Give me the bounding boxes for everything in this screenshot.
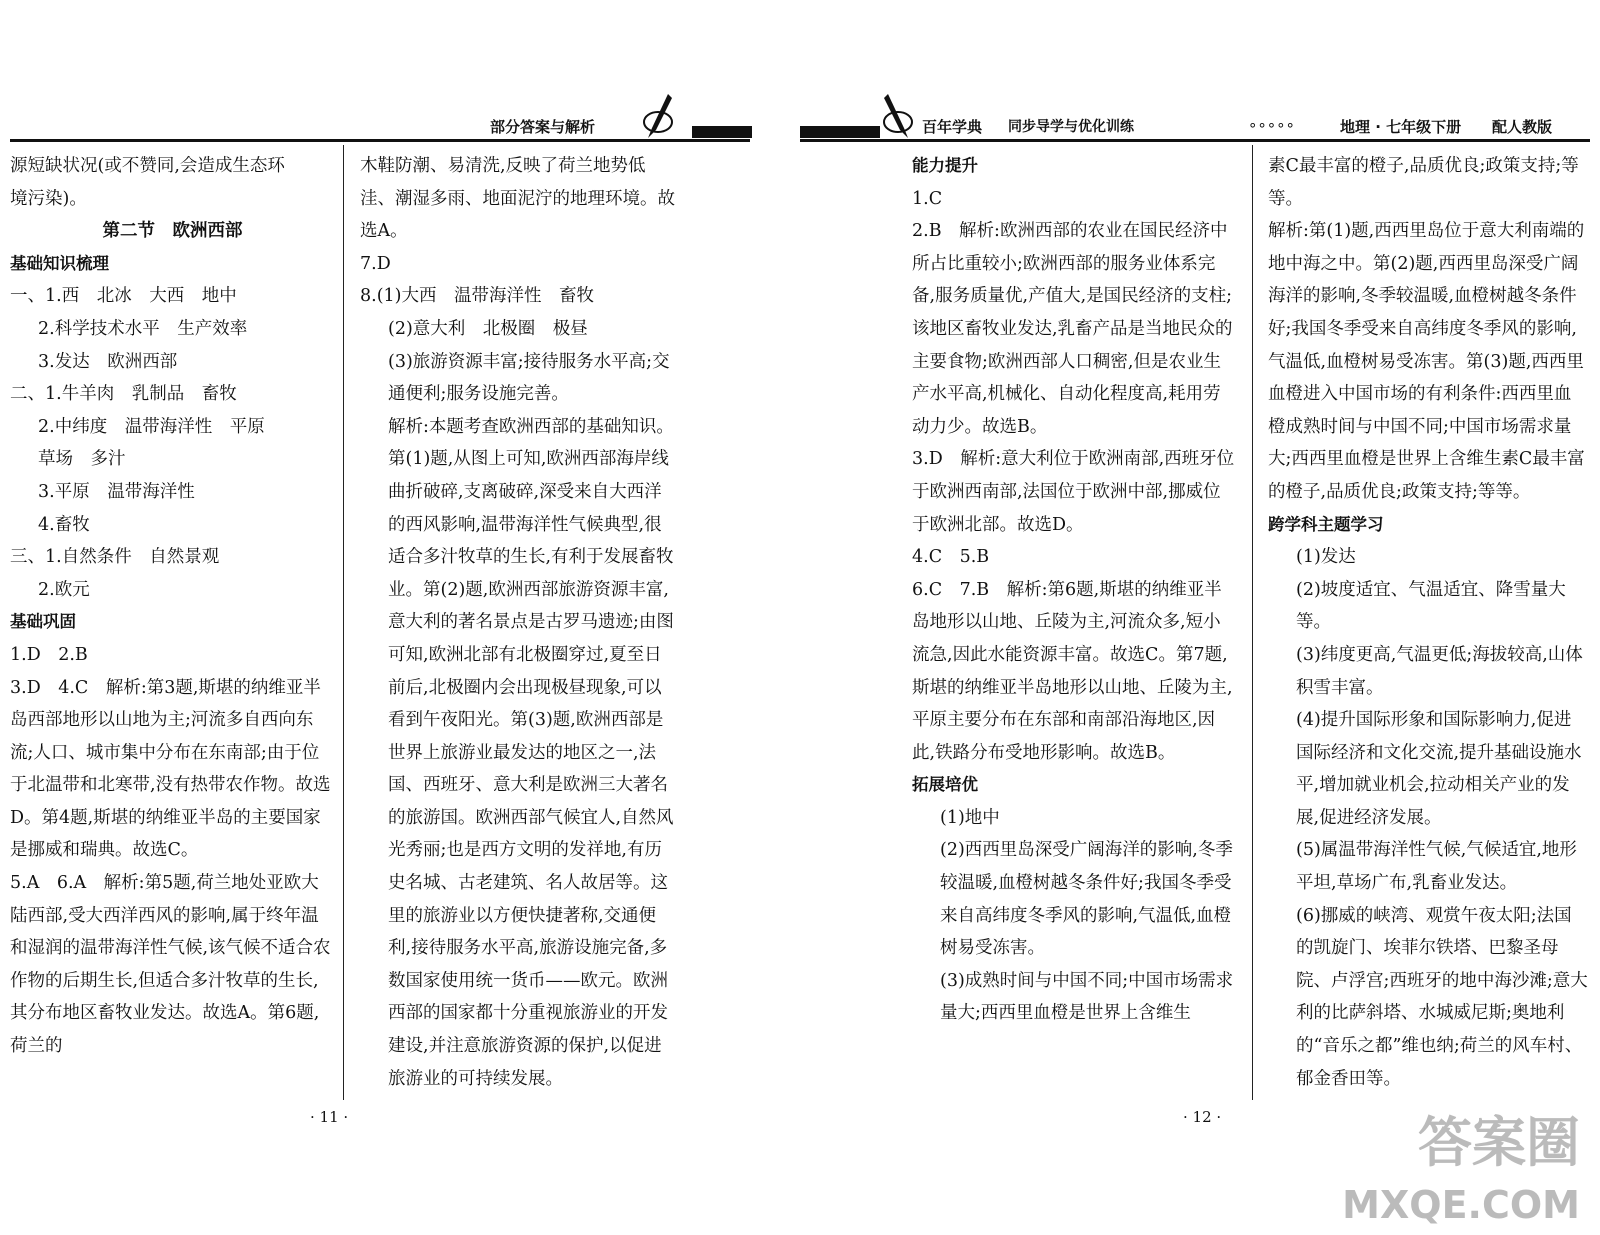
section-heading: 跨学科主题学习	[1268, 514, 1384, 534]
answer-paragraph: (2)坡度适宜、气温适宜、降雪量大等。	[1296, 579, 1566, 633]
watermark-url: MXQE.COM	[1342, 1183, 1580, 1227]
answer-column-2	[360, 150, 675, 1095]
right-header-subject: 地理 · 七年级下册	[1340, 118, 1462, 136]
text-line: 3.平原 温带海洋性	[38, 481, 195, 502]
right-header-series: 同步导学与优化训练	[1008, 119, 1134, 135]
left-header-rule	[10, 139, 750, 142]
right-header-bar	[800, 126, 880, 138]
text-line: 草场 多汁	[38, 449, 126, 470]
answer-paragraph: 3.D 4.C 解析:第3题,斯堪的纳维亚半岛西部地形以山地为主;河流多自西向东流;人口、城市集中分布在东南部;由于位于北温带和北寒带,没有热带农作物。故选D。第4题,斯堪的纳维亚半岛的主要国家是挪威和瑞典。故选C。	[10, 677, 331, 861]
pen-icon	[640, 92, 680, 142]
text-line: 二、1.牛羊肉 乳制品 畜牧	[10, 384, 237, 405]
left-header-title: 部分答案与解析	[490, 118, 596, 136]
text-line: 2.欧元	[38, 579, 90, 600]
text-line: 2.科学技术水平 生产效率	[38, 318, 248, 339]
answer-column-4	[1268, 150, 1588, 1095]
page-number-left: · 11 ·	[310, 1108, 349, 1126]
pen-icon-right	[876, 92, 916, 142]
answer-column-3	[912, 150, 1237, 1030]
text-line: 源短缺状况(或不赞同,会造成生态环	[10, 156, 285, 176]
text-line: 2.中纬度 温带海洋性 平原	[38, 416, 265, 437]
answer-column-1	[10, 150, 335, 1063]
right-header-rule	[800, 139, 1590, 142]
text-line: 1.D 2.B	[10, 644, 88, 665]
right-header-edition: 配人教版	[1492, 118, 1553, 136]
column-divider-left	[343, 145, 344, 1100]
left-header-bar	[692, 126, 752, 138]
text-line: 4.C 5.B	[912, 547, 990, 568]
text-line: 1.C	[912, 188, 943, 209]
text-line: 境污染)。	[10, 188, 87, 209]
right-header-dots: ∘∘∘∘∘	[1248, 116, 1295, 134]
answer-paragraph: (3)纬度更高,气温更低;海拔较高,山体积雪丰富。	[1296, 644, 1583, 698]
text-line: 4.畜牧	[38, 514, 90, 535]
text-line: (1)发达	[1296, 547, 1356, 568]
section-heading: 拓展培优	[912, 775, 978, 795]
answer-paragraph: 2.B 解析:欧洲西部的农业在国民经济中所占比重较小;欧洲西部的服务业体系完备,服务质量优,产值大,是国民经济的支柱;该地区畜牧业发达,乳畜产品是当地民众的主要食物;欧洲西部人口稠密,但是农业生产水平高,机械化、自动化程度高,耗用劳动力少。故选B。	[912, 221, 1233, 437]
text-line: 三、1.自然条件 自然景观	[10, 547, 220, 568]
text-line: 8.(1)大西 温带海洋性 畜牧	[360, 286, 594, 307]
text-line: 一、1.西 北冰 大西 地中	[10, 286, 237, 307]
answer-paragraph: 素C最丰富的橙子,品质优良;政策支持;等等。	[1268, 156, 1579, 209]
answer-paragraph: (3)成熟时间与中国不同;中国市场需求量大;西西里血橙是世界上含维生	[940, 970, 1234, 1024]
section-heading: 能力提升	[912, 156, 978, 175]
text-line: 3.发达 欧洲西部	[38, 351, 178, 372]
text-line: 7.D	[360, 253, 391, 274]
text-line: (3)旅游资源丰富;接待服务水平高;交通便利;服务设施完善。	[388, 351, 670, 405]
answer-paragraph: 解析:本题考查欧洲西部的基础知识。第(1)题,从图上可知,欧洲西部海岸线曲折破碎,支离破碎,深受来自大西洋的西风影响,温带海洋性气候典型,很适合多汁牧草的生长,有利于发展畜牧业。第(2)题,欧洲西部旅游资源丰富,意大利的著名景点是古罗马遗迹;由图可知,欧洲北部有北极圈穿过,夏至日前后,北极圈内会出现极昼现象,可以看到午夜阳光。第(3)题,欧洲西部是世界上旅游业最发达的地区之一,法国、西班牙、意大利是欧洲三大著名的旅游国。欧洲西部气候宜人,自然风光秀丽;也是西方文明的发祥地,有历史名城、古老建筑、名人故居等。这里的旅游业以方便快捷著称,交通便利,接待服务水平高,旅游设施完备,多数国家使用统一货币——欧元。欧洲西部的国家都十分重视旅游业的开发建设,并注意旅游资源的保护,以促进旅游业的可持续发展。	[388, 416, 674, 1089]
answer-paragraph: 解析:第(1)题,西西里岛位于意大利南端的地中海之中。第(2)题,西西里岛深受广阔海洋的影响,冬季较温暖,血橙树越冬条件好;我国冬季受来自高纬度冬季风的影响,气温低,血橙树易受冻害。第(3)题,西西里血橙进入中国市场的有利条件:西西里血橙成熟时间与中国不同;中国市场需求量大;西西里血橙是世界上含维生素C最丰富的橙子,品质优良;政策支持;等等。	[1268, 221, 1585, 502]
answer-paragraph: (5)属温带海洋性气候,气候适宜,地形平坦,草场广布,乳畜业发达。	[1296, 840, 1577, 894]
text-line: (2)意大利 北极圈 极昼	[388, 318, 588, 339]
section-title: 第二节 欧洲西部	[102, 221, 243, 242]
answer-paragraph: 3.D 解析:意大利位于欧洲南部,西班牙位于欧洲西南部,法国位于欧洲中部,挪威位于欧洲北部。故选D。	[912, 449, 1235, 535]
answer-paragraph: (2)西西里岛深受广阔海洋的影响,冬季较温暖,血橙树越冬条件好;我国冬季受来自高纬度冬季风的影响,气温低,血橙树易受冻害。	[940, 840, 1233, 959]
answer-paragraph: (4)提升国际形象和国际影响力,促进国际经济和文化交流,提升基础设施水平,增加就业机会,拉动相关产业的发展,促进经济发展。	[1296, 710, 1582, 828]
page-number-right: · 12 ·	[1183, 1108, 1222, 1126]
answer-paragraph: 6.C 7.B 解析:第6题,斯堪的纳维亚半岛地形以山地、丘陵为主,河流众多,短小流急,因此水能资源丰富。故选C。第7题,斯堪的纳维亚半岛地形以山地、丘陵为主,平原主要分布在东部和南部沿海地区,因此,铁路分布受地形影响。故选B。	[912, 579, 1233, 763]
section-heading: 基础巩固	[10, 612, 76, 632]
column-divider-right	[1252, 145, 1253, 1100]
right-header-brand: 百年学典	[922, 118, 983, 136]
section-heading: 基础知识梳理	[10, 253, 109, 273]
answer-paragraph: (6)挪威的峡湾、观赏午夜太阳;法国的凯旋门、埃菲尔铁塔、巴黎圣母院、卢浮宫;西班牙的地中海沙滩;意大利的比萨斜塔、水城威尼斯;奥地利的“音乐之都”维也纳;荷兰的风车村、郁金香田等。	[1296, 905, 1588, 1089]
text-line: (1)地中	[940, 807, 1000, 828]
answer-paragraph: 5.A 6.A 解析:第5题,荷兰地处亚欧大陆西部,受大西洋西风的影响,属于终年温和湿润的温带海洋性气候,该气候不适合农作物的后期生长,但适合多汁牧草的生长,其分布地区畜牧业发达。故选A。第6题,荷兰的	[10, 873, 331, 1057]
answer-paragraph: 木鞋防潮、易清洗,反映了荷兰地势低洼、潮湿多雨、地面泥泞的地理环境。故选A。	[360, 156, 675, 242]
watermark-logo: 答案圈	[1418, 1111, 1580, 1174]
